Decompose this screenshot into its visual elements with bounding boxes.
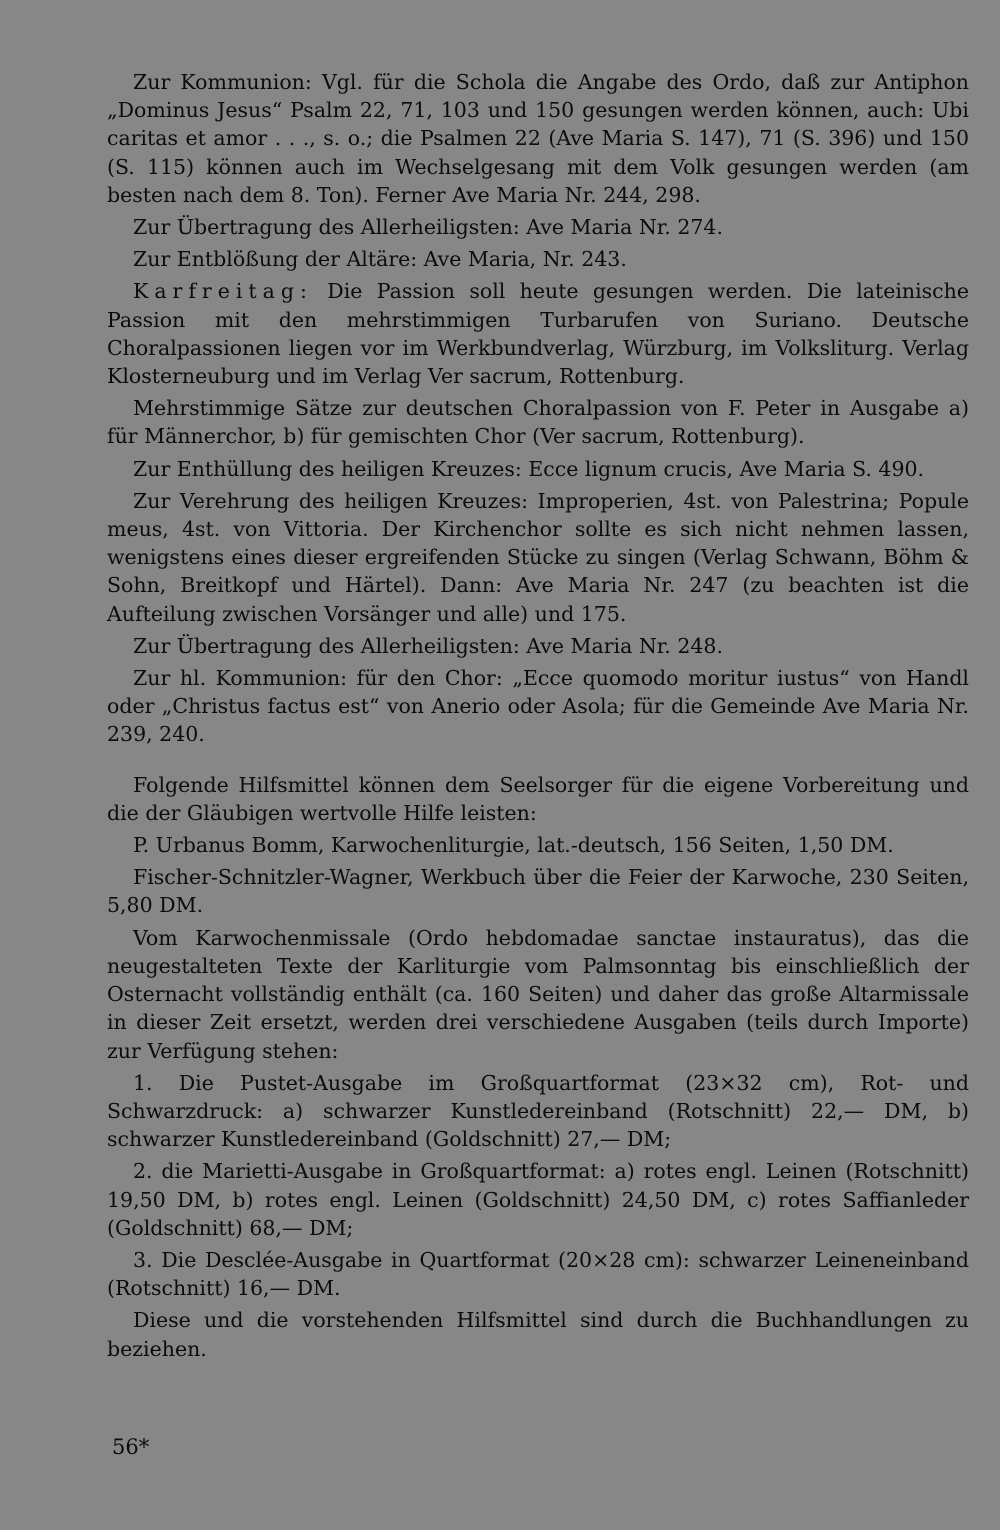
page-body [107,68,969,1367]
karfreitag-text: Die Passion soll heute gesungen werden. Die lateinische Passion mit den mehrstimmigen Turbarufen von Suriano. Deutsche Choralpassionen liegen vor im Werkbundverlag, Würzburg, im Volksliturg. Verlag Klosterneuburg und im Verlag Ver sacrum, Rottenburg. [107,279,969,389]
paragraph-karwochenmissale: Vom Karwochenmissale (Ordo hebdomadae sanctae instauratus), das die neugestalteten Texte der Karliturgie vom Palmsonntag bis einschließlich der Osternacht vollständig enthält (ca. 160 Seiten) und daher das große Altarmissale in dieser Zeit ersetzt, werden drei verschiedene Ausgaben (teils durch Importe) zur Verfügung stehen: [107,925,969,1063]
paragraph-bomm: P. Urbanus Bomm, Karwochenliturgie, lat.-deutsch, 156 Seiten, 1,50 DM. [133,833,894,858]
list-item-marietti: 2. die Marietti-Ausgabe in Großquartformat: a) rotes engl. Leinen (Rotschnitt) 19,50 DM, b) rotes engl. Leinen (Goldschnitt) 24,50 DM, c) rotes Saffianleder (Goldschnitt) 68,— DM; [107,1159,969,1240]
paragraph-hl-kommunion: Zur hl. Kommunion: für den Chor: „Ecce quomodo moritur iustus“ von Handl oder „Christus factus est“ von Anerio oder Asola; für die Gemeinde Ave Maria Nr. 239, 240. [107,666,969,747]
paragraph-kommunion: Zur Kommunion: Vgl. für die Schola die Angabe des Ordo, daß zur Antiphon „Dominus Jesus“ Psalm 22, 71, 103 und 150 gesungen werden können, auch: Ubi caritas et amor . . ., s. o.; die Psalmen 22 (Ave Maria S. 147), 71 (S. 396) und 150 (S. 115) können auch im Wechselgesang mit dem Volk gesungen werden (am besten nach dem 8. Ton). Ferner Ave Maria Nr. 244, 298. [107,70,969,207]
list-item-pustet: 1. Die Pustet-Ausgabe im Großquartformat (23×32 cm), Rot- und Schwarzdruck: a) schwarzer Kunstledereinband (Rotschnitt) 22,— DM, b) schwarzer Kunstledereinband (Goldschnitt) 27,— DM; [107,1070,969,1152]
karfreitag-heading: Karfreitag: [133,279,313,304]
paragraph-uebertragung-2: Zur Übertragung des Allerheiligsten: Ave Maria Nr. 248. [133,633,723,658]
paragraph-uebertragung-1: Zur Übertragung des Allerheiligsten: Ave Maria Nr. 274. [133,215,723,240]
paragraph-verehrung: Zur Verehrung des heiligen Kreuzes: Improperien, 4st. von Palestrina; Popule meus, 4st. von Vittoria. Der Kirchenchor sollte es sich nicht nehmen lassen, wenigstens eines dieser ergreifenden Stücke zu singen (Verlag Schwann, Böhm & Sohn, Breitkopf und Härtel). Dann: Ave Maria Nr. 247 (zu beachten ist die Aufteilung zwischen Vorsänger und alle) und 175. [107,488,969,626]
page-number: 56* [112,1435,150,1459]
paragraph-enthuellung: Zur Enthüllung des heiligen Kreuzes: Ecce lignum crucis, Ave Maria S. 490. [133,456,925,481]
paragraph-mehrstimmige-saetze: Mehrstimmige Sätze zur deutschen Choralpassion von F. Peter in Ausgabe a) für Männerchor, b) für gemischten Chor (Ver sacrum, Rottenburg). [107,396,969,449]
paragraph-hilfsmittel-intro: Folgende Hilfsmittel können dem Seelsorger für die eigene Vorbereitung und die der Gläubigen wertvolle Hilfe leisten: [107,772,969,825]
paragraph-werkbuch: Fischer-Schnitzler-Wagner, Werkbuch über die Feier der Karwoche, 230 Seiten, 5,80 DM. [107,865,969,918]
paragraph-karfreitag [107,277,969,390]
paragraph-entbloessung: Zur Entblößung der Altäre: Ave Maria, Nr. 243. [133,247,627,272]
list-item-desclee: 3. Die Desclée-Ausgabe in Quartformat (20×28 cm): schwarzer Leineneinband (Rotschnitt) 16,— DM. [107,1247,969,1301]
paragraph-buchhandlungen: Diese und die vorstehenden Hilfsmittel sind durch die Buchhandlungen zu beziehen. [107,1308,969,1361]
